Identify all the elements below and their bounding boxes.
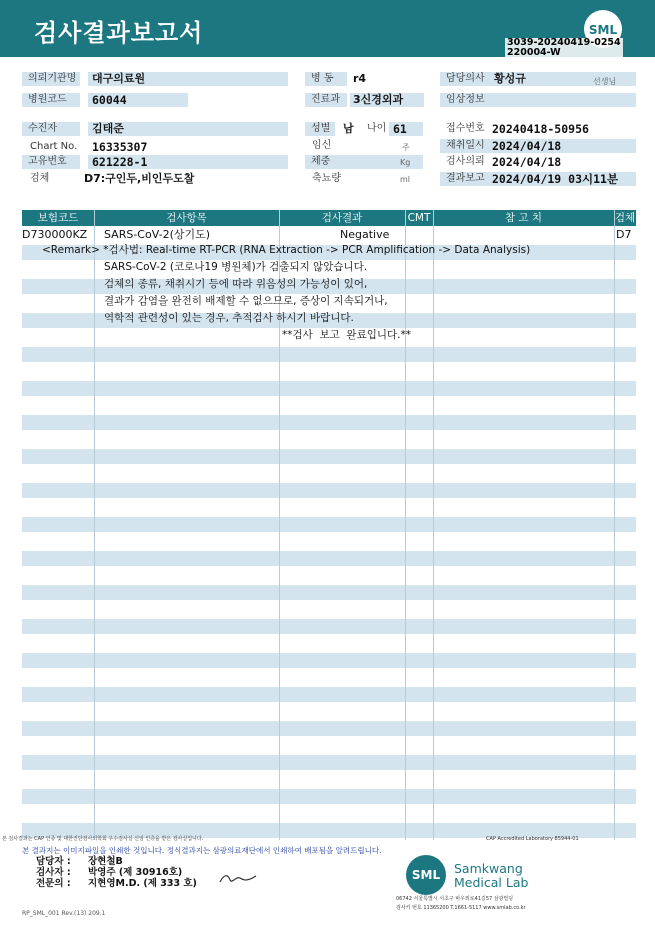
institution-label: 의뢰기관명 <box>22 72 80 86</box>
pregnancy-unit: 주 <box>402 143 410 152</box>
report-number: 3039-20240419-0254 220004-W <box>507 37 621 58</box>
table-stripe <box>22 347 636 362</box>
staff-label: 담당자 : <box>36 856 71 867</box>
col-cmt: CMT <box>407 212 431 224</box>
specimen-value: D7:구인두,비인두도찰 <box>84 172 195 185</box>
age-label: 나이 <box>367 123 387 134</box>
report-date-label: 결과보고 <box>440 172 490 186</box>
table-stripe <box>22 789 636 804</box>
table-stripe <box>22 619 636 634</box>
print-notice: 본 결과지는 이미지파일을 인쇄한 것입니다. 정식결과지는 삼광의료재단에서 인쇄하여 배포됨을 알려드립니다. <box>22 846 382 855</box>
request-label: 검사의뢰 <box>446 156 485 167</box>
dept-value: 3신경외과 <box>353 93 404 106</box>
uid-label: 고유번호 <box>22 155 80 169</box>
collect-value: 2024/04/18 <box>492 139 562 153</box>
request-value: 2024/04/18 <box>492 155 562 169</box>
clinical-info-label: 임상정보 <box>440 93 490 107</box>
row-test-item: SARS-CoV-2(상기도) <box>104 228 211 241</box>
col-specimen: 검체 <box>614 212 636 224</box>
col-test-item: 검사항목 <box>166 212 207 224</box>
remark-line: SARS-CoV-2 (코로나19 병원체)가 검출되지 않았습니다. <box>104 261 368 273</box>
table-stripe <box>22 585 636 600</box>
age-value: 61 <box>393 122 407 136</box>
staff-label: 검사자 : <box>36 867 71 878</box>
company-name: Samkwang Medical Lab <box>454 861 529 890</box>
table-stripe <box>22 687 636 702</box>
weight-label: 체중 <box>305 155 423 169</box>
accession-label: 접수번호 <box>446 123 485 134</box>
col-insurance-code: 보험코드 <box>37 212 79 224</box>
table-stripe <box>22 415 636 430</box>
sml-logo-icon: SML <box>584 10 622 48</box>
form-code: RP_SML_001 Rev.(13) 209.1 <box>22 910 106 917</box>
sex-value: 남 <box>343 122 354 135</box>
weight-unit: Kg <box>400 158 411 167</box>
staff-value: 박영주 (제 30916호) <box>88 867 183 878</box>
col-reference: 참 고 치 <box>504 212 543 224</box>
row-result: Negative <box>340 228 390 241</box>
signature-icon <box>218 870 258 886</box>
table-stripe <box>22 653 636 668</box>
institution-value: 대구의료원 <box>92 72 146 85</box>
urine-unit: ml <box>400 175 411 184</box>
specimen-label: 검체 <box>30 173 50 184</box>
doctor-label: 담당의사 <box>440 72 490 86</box>
doctor-suffix: 선생님 <box>593 77 617 86</box>
urine-label: 축뇨량 <box>312 173 341 184</box>
row-specimen: D7 <box>616 228 632 241</box>
table-stripe <box>22 517 636 532</box>
company-logo-icon: SML <box>406 855 446 895</box>
ward-value: r4 <box>353 72 367 85</box>
result-table-header <box>22 210 636 226</box>
staff-value: 장현철B <box>88 856 123 867</box>
fine-print-left: 본 검사결과는 CAP 인증 및 대한진단검사의학회 우수검사실 신임 인증을 받은 검사실입니다. <box>2 836 204 842</box>
collect-label: 채취일시 <box>440 139 490 153</box>
row-insurance-code: D730000KZ <box>22 228 88 241</box>
doctor-value: 황성규 <box>494 72 526 85</box>
patient-value: 김태준 <box>92 122 124 135</box>
accession-value: 20240418-50956 <box>492 122 589 136</box>
remark-line: **검사 보고 완료입니다.** <box>282 329 411 341</box>
hospital-code-value: 60044 <box>92 93 127 107</box>
report-title: 검사결과보고서 <box>34 19 204 47</box>
pregnancy-label: 임신 <box>312 140 332 151</box>
table-stripe <box>22 551 636 566</box>
staff-label: 전문의 : <box>36 878 71 889</box>
table-stripe <box>22 483 636 498</box>
fine-print-right: CAP Accredited Laboratory 85944-01 <box>486 836 579 842</box>
dept-label: 진료과 <box>305 93 347 107</box>
ward-label: 병 동 <box>305 72 347 86</box>
staff-value: 지현영M.D. (제 333 호) <box>88 878 197 889</box>
remark-line: 결과가 감염을 완전히 배제할 수 없으므로, 증상이 지속되거나, <box>104 295 388 307</box>
table-stripe <box>22 449 636 464</box>
remark-line: 검체의 종류, 채취시기 등에 따라 위음성의 가능성이 있어, <box>104 278 368 290</box>
company-address: 06742 서울특별시 서초구 바우뫼로41길57 삼광빌딩 검사키 번호 11365200 T.1661-5117 www.smlab.co.kr <box>396 896 526 911</box>
patient-label: 수진자 <box>22 122 80 136</box>
sex-label: 성별 <box>305 122 335 136</box>
chart-no-value: 16335307 <box>92 140 148 154</box>
hospital-code-label: 병원코드 <box>22 93 80 107</box>
table-stripe <box>22 721 636 736</box>
remark-line: 역학적 관련성이 있는 경우, 추적검사 하시기 바랍니다. <box>104 312 354 324</box>
report-date-value: 2024/04/19 03시11분 <box>492 172 619 186</box>
remark-line: <Remark> *검사법: Real-time RT-PCR (RNA Extraction -> PCR Amplification -> Data Analysis) <box>42 244 531 256</box>
table-stripe <box>22 755 636 770</box>
chart-no-label: Chart No. <box>30 141 78 152</box>
uid-value: 621228-1 <box>92 155 148 169</box>
table-stripe <box>22 381 636 396</box>
col-result: 검사결과 <box>321 212 363 224</box>
